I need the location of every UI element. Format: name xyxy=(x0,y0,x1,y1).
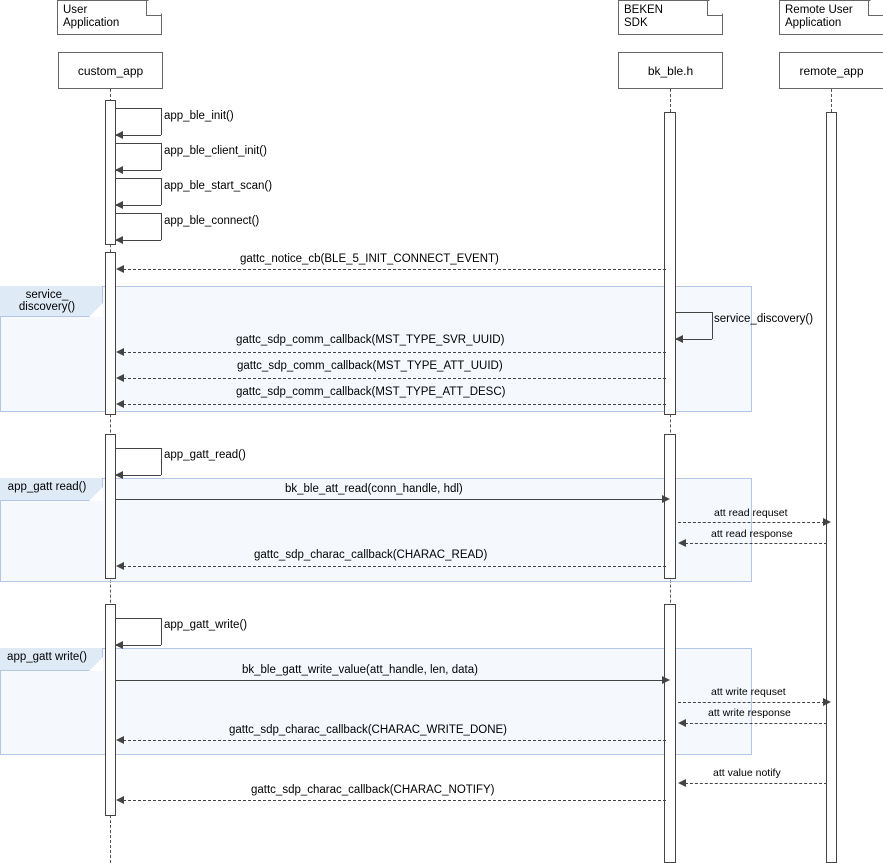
self-message-app-ble-connect xyxy=(116,213,161,240)
self-message-label-app-ble-init: app_ble_init() xyxy=(164,110,234,122)
message-line-att-value-notify xyxy=(680,783,827,784)
message-line-att-read-response xyxy=(680,543,827,544)
lifeline-label-custom-app: custom_app xyxy=(77,63,144,78)
message-label-charac-read: gattc_sdp_charac_callback(CHARAC_READ) xyxy=(254,549,488,561)
self-message-label-service-discovery: service_discovery() xyxy=(714,313,814,325)
message-label-bk-ble-att-read: bk_ble_att_read(conn_handle, hdl) xyxy=(285,483,463,495)
activation-custom-app-2 xyxy=(105,252,116,415)
activation-bk-ble-2 xyxy=(664,434,676,579)
note-beken-sdk-line1: BEKEN xyxy=(624,4,663,16)
note-fold-icon xyxy=(868,1,883,16)
fragment-label-app-gatt-read xyxy=(0,478,103,501)
message-line-gattc-notice-cb xyxy=(118,269,666,270)
message-label-att-write-response: att write response xyxy=(708,707,791,719)
message-line-charac-notify xyxy=(118,800,666,801)
message-line-att-write-response xyxy=(680,723,827,724)
activation-remote-app-1 xyxy=(826,112,837,863)
fragment-label-line1: app_gatt write() xyxy=(7,651,87,663)
message-line-att-read-request xyxy=(678,522,825,523)
note-beken-sdk-line2: SDK xyxy=(624,17,648,29)
activation-custom-app-3 xyxy=(105,434,116,579)
activation-bk-ble-3 xyxy=(664,604,676,863)
message-arrow-bk-ble-att-read xyxy=(662,495,670,503)
message-line-sdp-comm-att-desc xyxy=(118,404,666,405)
message-arrow-bk-ble-gatt-write-value xyxy=(662,676,670,684)
fragment-label-line1: app_gatt read() xyxy=(7,481,87,493)
message-label-sdp-comm-att-uuid: gattc_sdp_comm_callback(MST_TYPE_ATT_UUID) xyxy=(237,360,503,372)
message-arrow-gattc-notice-cb xyxy=(116,265,124,273)
message-arrow-charac-write-done xyxy=(116,736,124,744)
note-fold-icon xyxy=(707,1,722,16)
self-message-label-app-ble-client-init: app_ble_client_init() xyxy=(164,145,267,157)
message-label-att-read-request: att read requset xyxy=(714,507,788,519)
message-label-sdp-comm-svr-uuid: gattc_sdp_comm_callback(MST_TYPE_SVR_UUID) xyxy=(236,334,505,346)
self-message-label-app-ble-start-scan: app_ble_start_scan() xyxy=(164,180,273,192)
lifeline-label-bk-ble-h: bk_ble.h xyxy=(647,63,694,78)
message-line-sdp-comm-svr-uuid xyxy=(118,352,666,353)
fragment-label-line1: service_ xyxy=(25,289,69,301)
message-arrow-att-read-response xyxy=(678,539,686,547)
message-label-sdp-comm-att-desc: gattc_sdp_comm_callback(MST_TYPE_ATT_DESC) xyxy=(236,386,506,398)
message-arrow-att-value-notify xyxy=(678,779,686,787)
message-label-charac-notify: gattc_sdp_charac_callback(CHARAC_NOTIFY) xyxy=(251,784,495,796)
message-arrow-att-write-request xyxy=(823,698,831,706)
message-arrow-charac-read xyxy=(116,562,124,570)
fragment-label-app-gatt-write xyxy=(0,648,103,671)
message-line-charac-write-done xyxy=(118,740,666,741)
fragment-label-service-discovery xyxy=(0,286,103,317)
message-label-gattc-notice-cb: gattc_notice_cb(BLE_5_INIT_CONNECT_EVENT) xyxy=(240,253,499,265)
message-line-bk-ble-gatt-write-value xyxy=(116,680,664,681)
note-beken-sdk xyxy=(618,0,723,35)
message-label-bk-ble-gatt-write-value: bk_ble_gatt_write_value(att_handle, len, data) xyxy=(242,664,478,676)
note-remote-app-line2: Application xyxy=(785,17,842,29)
activation-bk-ble-1 xyxy=(664,112,676,415)
self-message-app-ble-start-scan xyxy=(116,178,161,205)
message-arrow-sdp-comm-att-uuid xyxy=(116,374,124,382)
lifeline-head-custom-app xyxy=(58,52,163,89)
message-label-att-value-notify: att value notify xyxy=(713,767,781,779)
message-label-charac-write-done: gattc_sdp_charac_callback(CHARAC_WRITE_DONE) xyxy=(229,724,508,736)
self-message-app-gatt-read xyxy=(116,448,161,475)
lifeline-head-remote-app xyxy=(779,52,883,89)
message-arrow-att-read-request xyxy=(823,518,831,526)
self-message-app-ble-init xyxy=(116,108,161,135)
lifeline-head-bk-ble-h xyxy=(618,52,723,89)
note-user-application-line1: User xyxy=(63,4,88,16)
message-arrow-att-write-response xyxy=(678,719,686,727)
message-arrow-sdp-comm-att-desc xyxy=(116,400,124,408)
self-message-label-app-gatt-read: app_gatt_read() xyxy=(164,449,246,461)
self-message-label-app-gatt-write: app_gatt_write() xyxy=(164,619,248,631)
message-line-sdp-comm-att-uuid xyxy=(118,378,666,379)
note-user-application-line2: Application xyxy=(63,17,120,29)
note-remote-app-line1: Remote User xyxy=(785,4,853,16)
note-user-application xyxy=(57,0,162,35)
message-line-charac-read xyxy=(118,566,666,567)
fragment-label-line2: discovery() xyxy=(18,301,76,313)
message-arrow-charac-notify xyxy=(116,796,124,804)
message-label-att-read-response: att read response xyxy=(711,528,793,540)
message-line-bk-ble-att-read xyxy=(116,499,664,500)
note-remote-user-application xyxy=(779,0,883,35)
message-arrow-sdp-comm-svr-uuid xyxy=(116,348,124,356)
self-message-app-ble-client-init xyxy=(116,143,161,170)
message-label-att-write-request: att write requset xyxy=(711,686,786,698)
message-line-att-write-request xyxy=(678,702,825,703)
self-message-label-app-ble-connect: app_ble_connect() xyxy=(164,215,260,227)
activation-custom-app-4 xyxy=(105,604,116,816)
lifeline-label-remote-app: remote_app xyxy=(799,63,864,78)
self-message-service-discovery xyxy=(676,312,712,339)
self-message-app-gatt-write xyxy=(116,618,161,645)
note-fold-icon xyxy=(146,1,161,16)
